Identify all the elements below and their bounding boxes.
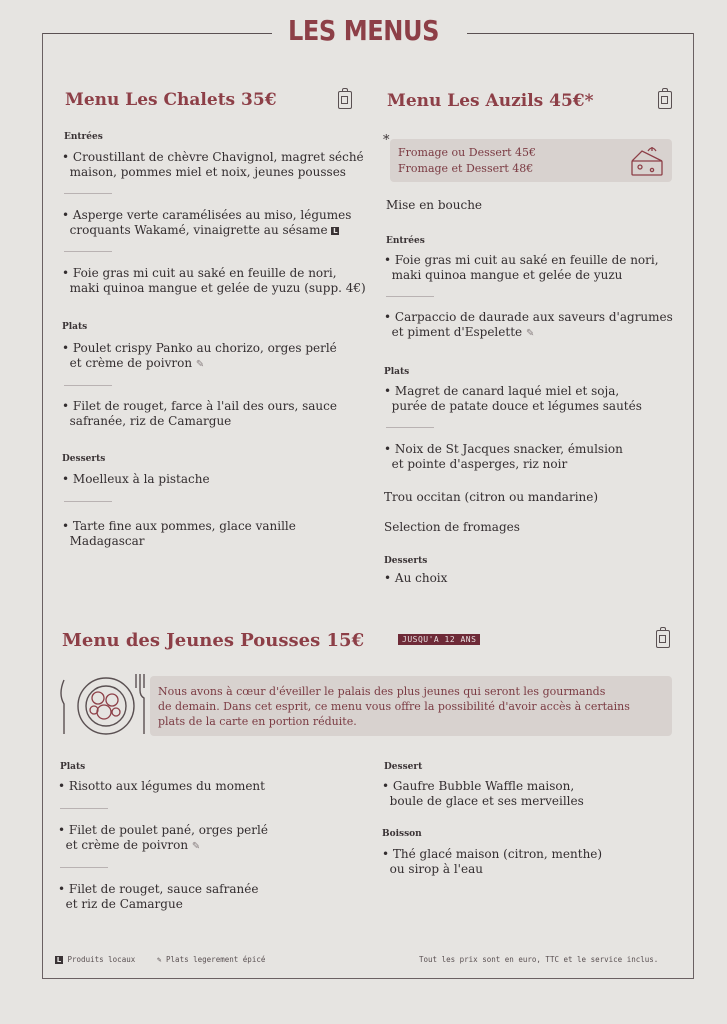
local-product-icon: L <box>56 956 62 964</box>
kids-intro-text: Nous avons à cœur d'éveiller le palais des plus jeunes qui seront les gourmands de demain. Dans cet esprit, ce menu vous offre la possibilité d'avoir accès à certains plats de la carte en portion réduite. <box>158 685 630 728</box>
menu-chalets-title: Menu Les Chalets 35€ <box>65 90 277 110</box>
menu-auzils-title: Menu Les Auzils 45€* <box>387 91 594 111</box>
spicy-icon: ✎ <box>191 841 201 852</box>
chalets-entree-item: • Asperge verte caramélisées au miso, légumes croquants Wakamé, vinaigrette au sésame L <box>62 208 352 237</box>
kids-plat-item: • Risotto aux légumes du moment <box>58 779 265 793</box>
chalets-dessert-item: • Tarte fine aux pommes, glace vanille Madagascar <box>62 519 296 548</box>
selection-fromages: Selection de fromages <box>384 520 520 534</box>
age-limit-badge: JUSQU'A 12 ANS <box>398 634 480 645</box>
auzils-entree-item: • Carpaccio de daurade aux saveurs d'agrumes et piment d'Espelette ✎ <box>384 310 673 339</box>
chalets-entree-item: • Croustillant de chèvre Chavignol, magret séché maison, pommes miel et noix, jeunes pousses <box>62 150 364 179</box>
asterisk-note-mark: * <box>383 133 390 148</box>
divider <box>64 193 112 194</box>
trou-occitan: Trou occitan (citron ou mandarine) <box>384 490 599 504</box>
auzils-plats-label: Plats <box>384 367 410 377</box>
divider <box>60 867 108 868</box>
auzils-desserts-label: Desserts <box>384 556 428 566</box>
divider <box>64 501 112 502</box>
cheese-cake-icon <box>628 143 666 179</box>
page-title: LES MENUS <box>287 14 440 47</box>
auzils-option: Fromage ou Dessert 45€ <box>398 146 537 159</box>
kids-plate-icon <box>56 668 152 742</box>
kids-boisson-item: • Thé glacé maison (citron, menthe) ou sirop à l'eau <box>382 847 603 876</box>
spicy-icon: ✎ <box>157 955 162 964</box>
auzils-option: Fromage et Dessert 48€ <box>398 162 534 175</box>
mise-en-bouche: Mise en bouche <box>386 198 483 212</box>
auzils-plat-item: • Noix de St Jacques snacker, émulsion et pointe d'asperges, riz noir <box>384 442 623 471</box>
chalets-entrees-label: Entrées <box>64 132 103 142</box>
spicy-icon: ✎ <box>525 328 535 339</box>
chalets-desserts-label: Desserts <box>62 454 106 464</box>
prices-note: Tout les prix sont en euro, TTC et le service inclus. <box>419 955 659 964</box>
local-product-icon: L <box>333 226 338 235</box>
legend-spicy: ✎ Plats legerement épicé <box>157 955 266 964</box>
kids-boisson-label: Boisson <box>382 829 422 839</box>
spicy-icon: ✎ <box>195 359 205 370</box>
chalets-plats-label: Plats <box>62 322 88 332</box>
auzils-plat-item: • Magret de canard laqué miel et soja, purée de patate douce et légumes sautés <box>384 384 642 413</box>
chalets-entree-item: • Foie gras mi cuit au saké en feuille de nori, maki quinoa mangue et gelée de yuzu (supp. 4€) <box>62 266 366 295</box>
menu-card-icon <box>338 91 352 109</box>
menu-card-icon <box>658 91 672 109</box>
kids-plat-item: • Filet de rouget, sauce safranée et riz de Camargue <box>58 882 259 911</box>
divider <box>64 385 112 386</box>
divider <box>386 427 434 428</box>
kids-plat-item: • Filet de poulet pané, orges perlé et crème de poivron ✎ <box>58 823 268 852</box>
kids-dessert-item: • Gaufre Bubble Waffle maison, boule de glace et ses merveilles <box>382 779 584 808</box>
menu-kids-title: Menu des Jeunes Pousses 15€ <box>62 630 365 651</box>
legend-local: L Produits locaux <box>56 955 136 964</box>
chalets-plat-item: • Filet de rouget, farce à l'ail des ours, sauce safranée, riz de Camargue <box>62 399 337 428</box>
divider <box>386 296 434 297</box>
divider <box>64 251 112 252</box>
divider <box>60 808 108 809</box>
kids-dessert-label: Dessert <box>384 762 423 772</box>
chalets-dessert-item: • Moelleux à la pistache <box>62 472 210 486</box>
chalets-plat-item: • Poulet crispy Panko au chorizo, orges perlé et crème de poivron ✎ <box>62 341 337 370</box>
auzils-entree-item: • Foie gras mi cuit au saké en feuille de nori, maki quinoa mangue et gelée de yuzu <box>384 253 659 282</box>
auzils-entrees-label: Entrées <box>386 236 425 246</box>
menu-card-icon <box>656 630 670 648</box>
kids-plats-label: Plats <box>60 762 86 772</box>
auzils-dessert-item: • Au choix <box>384 571 448 585</box>
